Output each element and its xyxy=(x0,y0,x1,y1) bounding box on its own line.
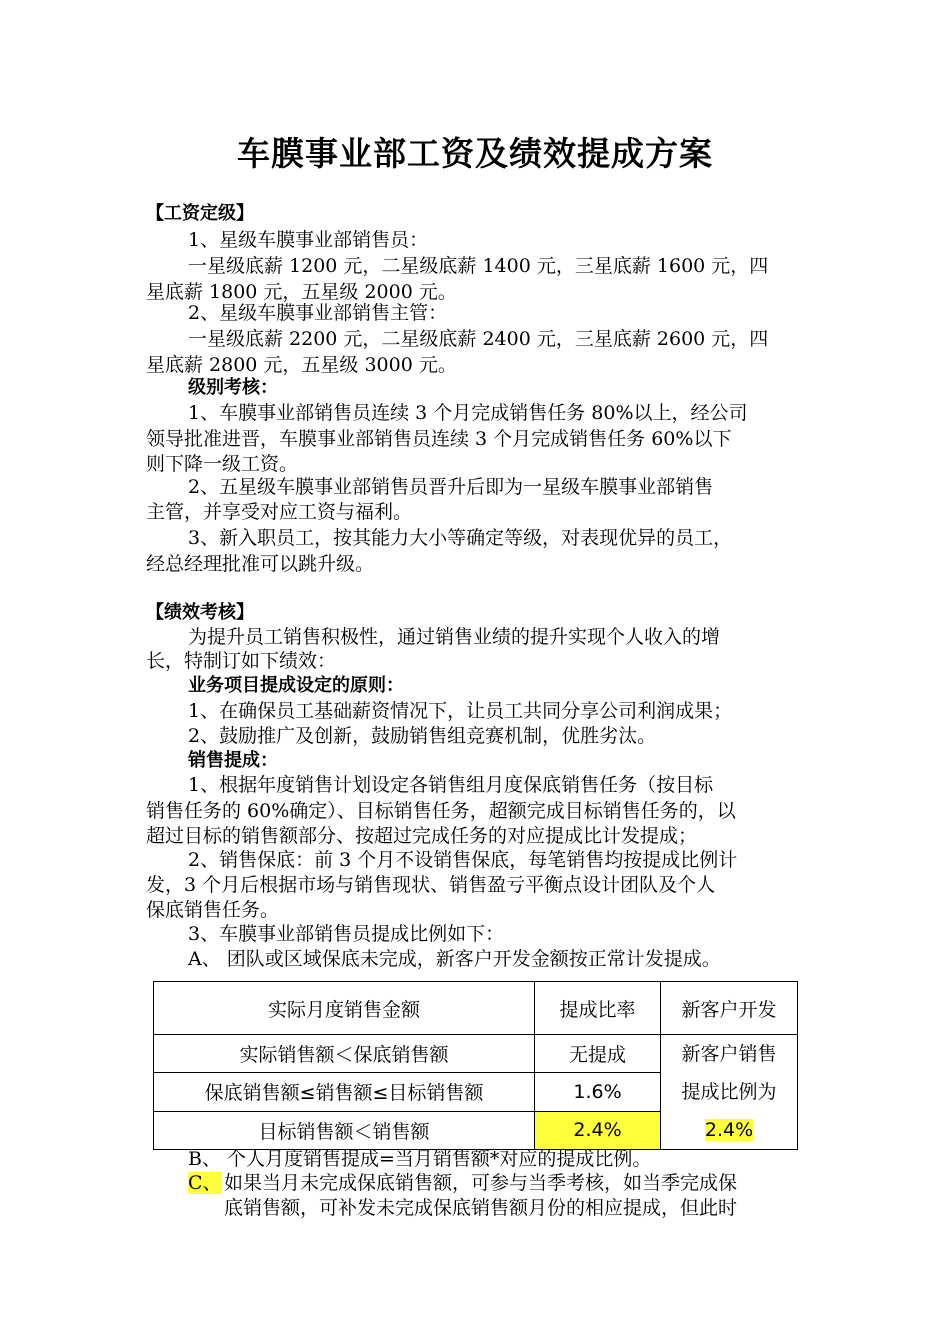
paragraph-line: 为提升员工销售积极性，通过销售业绩的提升实现个人收入的增 xyxy=(188,626,721,648)
section-heading-performance: 【绩效考核】 xyxy=(146,602,254,623)
paragraph-line: 则下降一级工资。 xyxy=(146,453,299,475)
paragraph-line: 星底薪 1800 元，五星级 2000 元。 xyxy=(146,281,457,303)
table-cell: 1.6% xyxy=(535,1073,661,1111)
table-cell: 保底销售额≤销售额≤目标销售额 xyxy=(154,1073,535,1111)
paragraph-line: 销售任务的 60%确定）、目标销售任务，超额完成目标销售任务的，以 xyxy=(146,800,736,822)
table-cell-highlight: 2.4% xyxy=(535,1111,661,1149)
paragraph-line: 1、车膜事业部销售员连续 3 个月完成销售任务 80%以上，经公司 xyxy=(188,402,748,424)
paragraph-line: B、 个人月度销售提成=当月销售额*对应的提成比例。 xyxy=(188,1148,652,1170)
paragraph-line: 3、新入职员工，按其能力大小等确定等级，对表现优异的员工， xyxy=(188,527,733,549)
paragraph-line: 1、星级车膜事业部销售员： xyxy=(188,229,429,251)
paragraph-line: 星底薪 2800 元，五星级 3000 元。 xyxy=(146,354,457,376)
subheading-principles: 业务项目提成设定的原则： xyxy=(188,675,404,696)
paragraph-line: 2、五星级车膜事业部销售员晋升后即为一星级车膜事业部销售 xyxy=(188,476,714,498)
page-title: 车膜事业部工资及绩效提成方案 xyxy=(237,134,713,173)
paragraph-line: 一星级底薪 2200 元，二星级底薪 2400 元，三星底薪 2600 元，四 xyxy=(188,328,769,350)
table-header: 实际月度销售金额 xyxy=(154,982,535,1035)
paragraph-line: 底销售额，可补发未完成保底销售额月份的相应提成，但此时 xyxy=(224,1197,738,1219)
paragraph-line: 领导批准进晋，车膜事业部销售员连续 3 个月完成销售任务 60%以下 xyxy=(146,428,732,450)
table-cell: 实际销售额＜保底销售额 xyxy=(154,1035,535,1073)
paragraph-line: 2、销售保底：前 3 个月不设销售保底，每笔销售均按提成比例计 xyxy=(188,849,738,871)
list-marker-c xyxy=(188,1170,222,1196)
table-cell: 无提成 xyxy=(535,1035,661,1073)
commission-table xyxy=(153,981,798,1150)
paragraph-line: 经总经理批准可以跳升级。 xyxy=(146,553,375,575)
paragraph-line: A、 团队或区域保底未完成，新客户开发金额按正常计发提成。 xyxy=(188,948,721,970)
paragraph-line: 保底销售任务。 xyxy=(146,899,280,921)
new-client-line: 新客户销售 xyxy=(681,1043,777,1065)
paragraph-line: 1、在确保员工基础薪资情况下，让员工共同分享公司利润成果； xyxy=(188,700,733,722)
table-header: 新客户开发 xyxy=(661,982,798,1035)
list-marker-highlight: C、 xyxy=(188,1172,222,1194)
paragraph-line: 2、鼓励推广及创新，鼓励销售组竞赛机制，优胜劣汰。 xyxy=(188,725,657,747)
table-cell: 目标销售额＜销售额 xyxy=(154,1111,535,1149)
section-heading-salary: 【工资定级】 xyxy=(146,203,254,224)
paragraph-line: 2、星级车膜事业部销售主管： xyxy=(188,302,448,324)
paragraph-line: 发，3 个月后根据市场与销售现状、销售盈亏平衡点设计团队及个人 xyxy=(146,874,716,896)
new-client-line: 提成比例为 xyxy=(681,1081,777,1103)
paragraph-line: 主管，并享受对应工资与福利。 xyxy=(146,501,413,523)
new-client-cell xyxy=(661,1035,798,1150)
paragraph-line: 一星级底薪 1200 元，二星级底薪 1400 元，三星底薪 1600 元，四 xyxy=(188,255,769,277)
paragraph-line: 长，特制订如下绩效： xyxy=(146,650,337,672)
paragraph-line: 超过目标的销售额部分、按超过完成任务的对应提成比计发提成； xyxy=(146,825,698,847)
paragraph-line: 3、车膜事业部销售员提成比例如下： xyxy=(188,923,505,945)
subheading-level-review: 级别考核： xyxy=(188,377,278,398)
new-client-rate: 2.4% xyxy=(704,1119,754,1141)
paragraph-line: 如果当月未完成保底销售额，可参与当季考核，如当季完成保 xyxy=(224,1172,738,1194)
paragraph-line: 1、根据年度销售计划设定各销售组月度保底销售任务（按目标 xyxy=(188,774,714,796)
subheading-sales-commission: 销售提成： xyxy=(188,750,278,771)
table-header: 提成比率 xyxy=(535,982,661,1035)
